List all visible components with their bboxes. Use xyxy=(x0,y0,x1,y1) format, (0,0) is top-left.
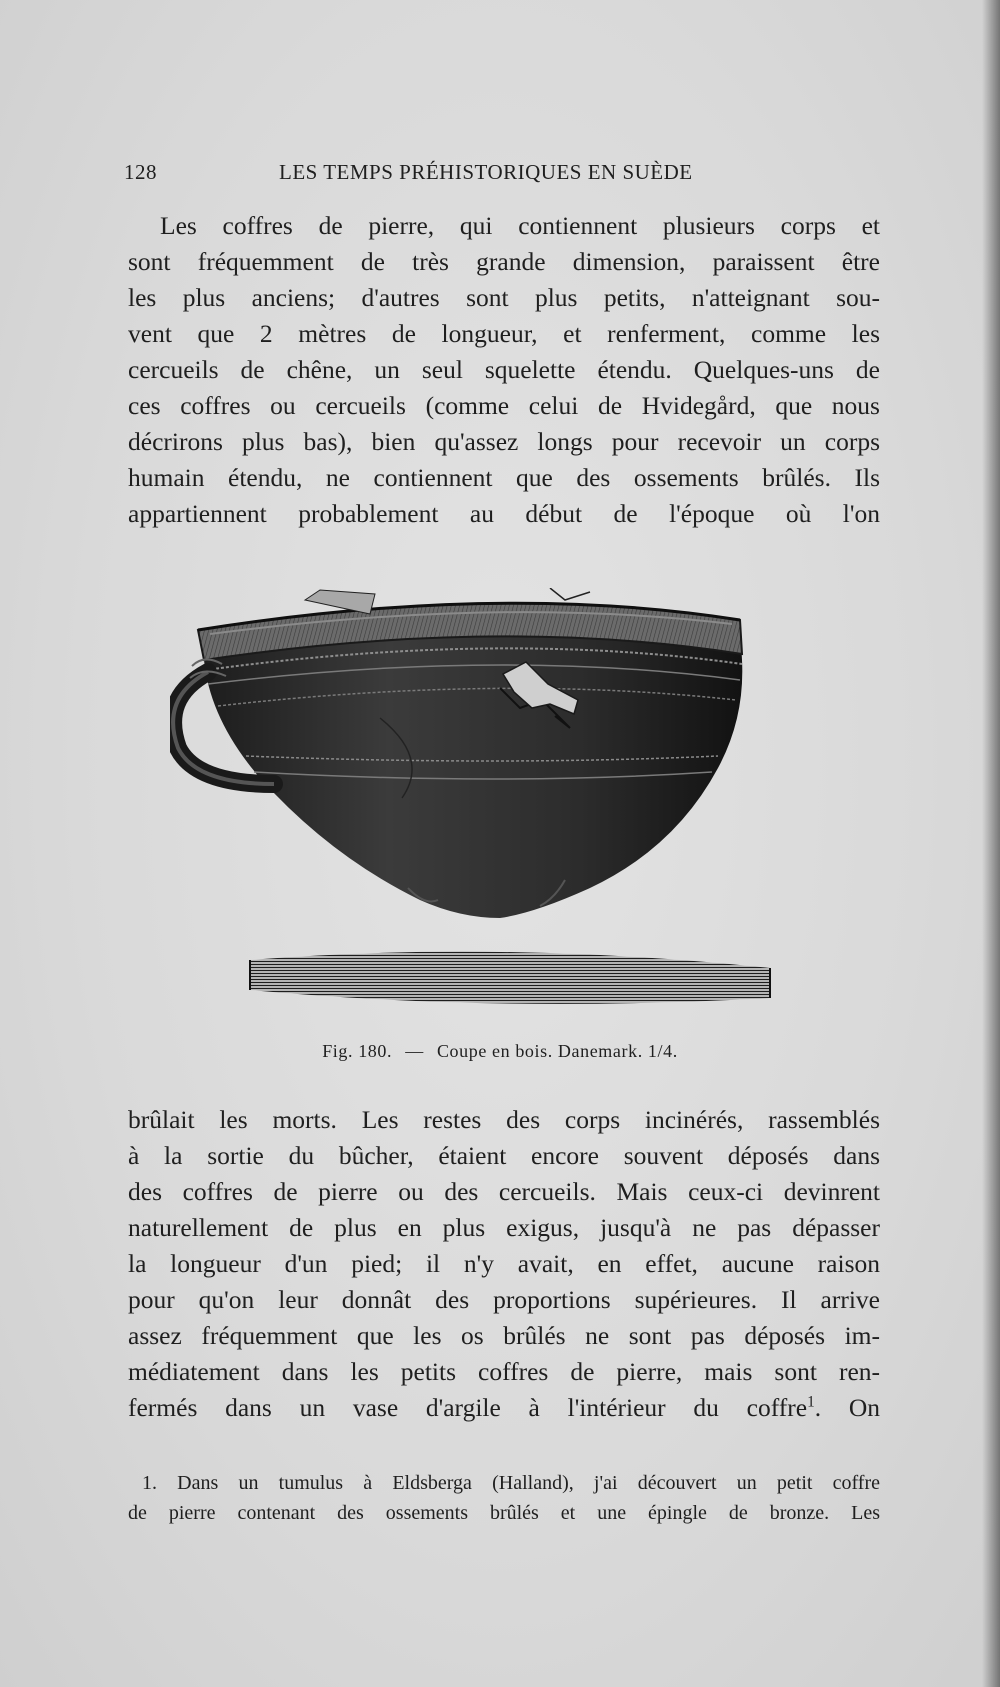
text-line: cercueils de chêne, un seul squelette étendu. Quelques-uns de xyxy=(128,355,880,384)
running-header xyxy=(124,160,884,190)
footnote xyxy=(128,1468,880,1528)
footnote-reference: 1 xyxy=(807,1393,815,1411)
text-line: Les coffres de pierre, qui contiennent plusieurs corps et xyxy=(160,211,880,240)
page-number: 128 xyxy=(124,160,157,184)
text-line: assez fréquemment que les os brûlés ne sont pas déposés im- xyxy=(128,1321,880,1350)
running-title: LES TEMPS PRÉHISTORIQUES EN SUÈDE xyxy=(279,160,693,184)
text-line: brûlait les morts. Les restes des corps incinérés, rassemblés xyxy=(128,1105,880,1134)
figure-caption xyxy=(0,1041,1000,1062)
text-line: des coffres de pierre ou des cercueils. Mais ceux-ci devinrent xyxy=(128,1177,880,1206)
text-line: humain étendu, ne contiennent que des ossements brûlés. Ils xyxy=(128,463,880,492)
text-line: à la sortie du bûcher, étaient encore souvent déposés dans xyxy=(128,1141,880,1170)
text-line: ces coffres ou cercueils (comme celui de Hvidegård, que nous xyxy=(128,391,880,420)
text-line: naturellement de plus en plus exigus, jusqu'à ne pas dépasser xyxy=(128,1213,880,1242)
paragraph-1 xyxy=(128,208,880,532)
text-line: appartiennent probablement au début de l'époque où l'on xyxy=(128,499,880,528)
caption-separator: — xyxy=(405,1041,424,1061)
text-line: la longueur d'un pied; il n'y avait, en effet, aucune raison xyxy=(128,1249,880,1278)
text-line: vent que 2 mètres de longueur, et renferment, comme les xyxy=(128,319,880,348)
wooden-bowl-engraving-icon xyxy=(170,588,830,1038)
text-line: décrirons plus bas), bien qu'assez longs pour recevoir un corps xyxy=(128,427,880,456)
figure-number: Fig. 180. xyxy=(322,1041,393,1061)
text-line: les plus anciens; d'autres sont plus petits, n'atteignant sou- xyxy=(128,283,880,312)
text-line: sont fréquemment de très grande dimension, paraissent être xyxy=(128,247,880,276)
caption-text: Coupe en bois. Danemark. 1/4. xyxy=(436,1041,678,1061)
text-line xyxy=(128,1390,880,1426)
paragraph-2 xyxy=(128,1102,880,1426)
page-edge-shadow xyxy=(982,0,1000,1687)
footnote-line: 1. Dans un tumulus à Eldsberga (Halland), j'ai découvert un petit coffre xyxy=(142,1472,880,1494)
text-line: médiatement dans les petits coffres de pierre, mais sont ren- xyxy=(128,1357,880,1386)
text-fragment: fermés dans un vase d'argile à l'intérieur du coffre xyxy=(128,1393,808,1422)
text-line: pour qu'on leur donnât des proportions supérieures. Il arrive xyxy=(128,1285,880,1314)
text-fragment: . On xyxy=(814,1393,880,1422)
footnote-line: de pierre contenant des ossements brûlés et une épingle de bronze. Les xyxy=(128,1502,880,1524)
